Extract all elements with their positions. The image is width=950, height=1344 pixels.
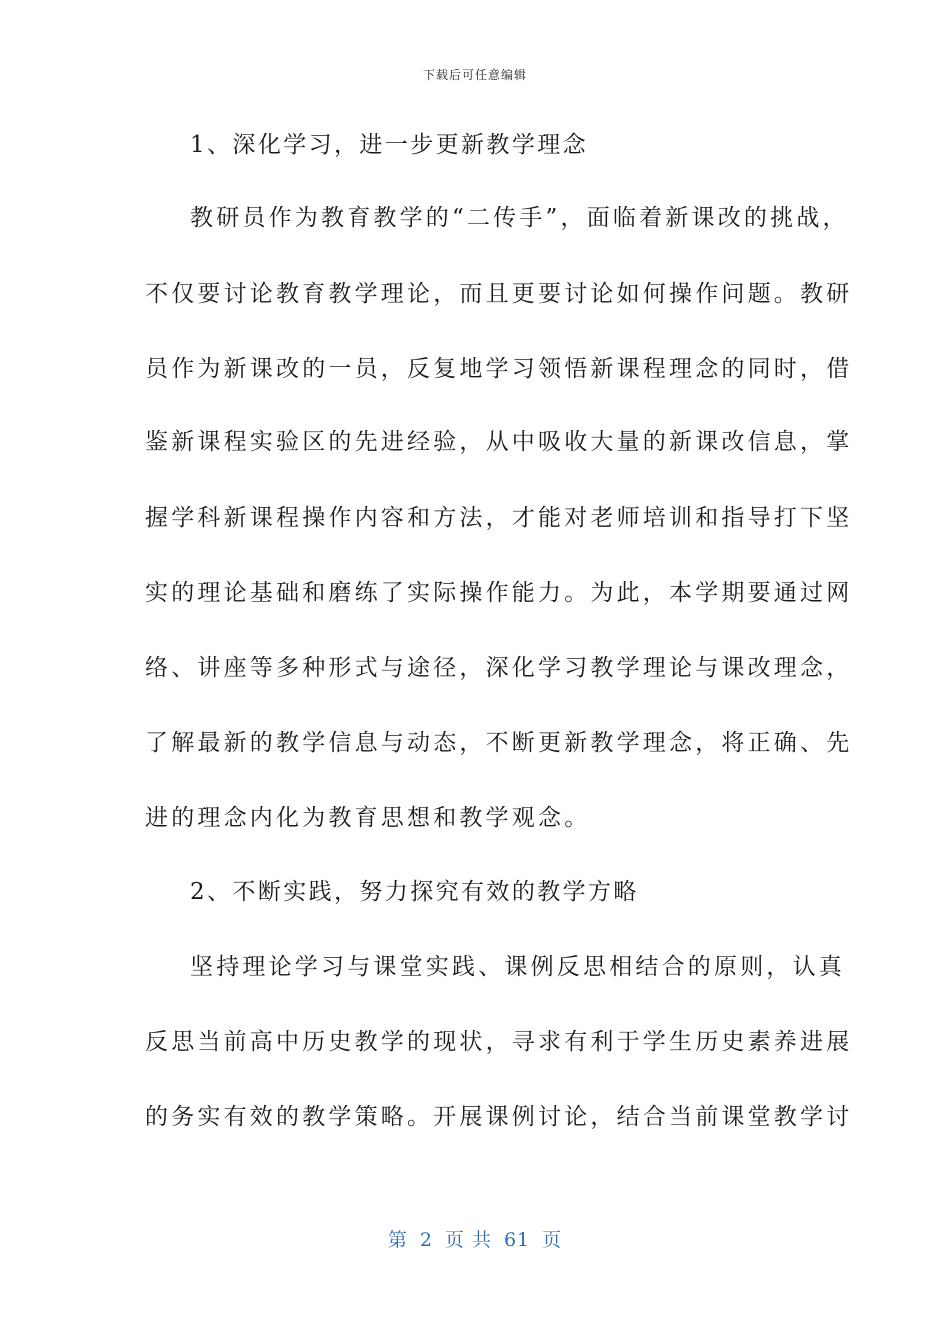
paragraph-line: 反思当前高中历史教学的现状，寻求有利于学生历史素养进展: [145, 1029, 853, 1055]
paragraph-line: 鉴新课程实验区的先进经验，从中吸收大量的新课改信息，掌: [145, 429, 853, 455]
section-1-heading: 1、深化学习，进一步更新教学理念: [190, 132, 589, 158]
paragraph-line: 进的理念内化为教育思想和教学观念。: [145, 805, 591, 831]
paragraph-line: 教研员作为教育教学的“二传手”，面临着新课改的挑战，: [190, 205, 849, 231]
paragraph-line: 握学科新课程操作内容和方法，才能对老师培训和指导打下坚: [145, 505, 853, 531]
paragraph-line: 了解最新的教学信息与动态，不断更新教学理念，将正确、先: [145, 730, 853, 756]
paragraph-line: 坚持理论学习与课堂实践、课例反思相结合的原则，认真: [190, 954, 845, 980]
footer-suffix: 页: [542, 1229, 563, 1251]
page-header: 下载后可任意编辑: [422, 68, 527, 82]
paragraph-line: 不仅要讨论教育教学理论，而且更要讨论如何操作问题。教研: [145, 281, 853, 307]
paragraph-line: 员作为新课改的一员，反复地学习领悟新课程理念的同时，借: [145, 356, 853, 382]
footer-total-pages: 61: [503, 1229, 531, 1251]
paragraph-line: 的务实有效的教学策略。开展课例讨论，结合当前课堂教学讨: [145, 1104, 853, 1130]
footer-page-number: 2: [419, 1229, 433, 1251]
section-2-heading: 2、不断实践，努力探究有效的教学方略: [190, 879, 639, 905]
footer-middle: 页 共: [444, 1229, 492, 1251]
footer-prefix: 第: [387, 1229, 408, 1251]
paragraph-line: 实的理论基础和磨练了实际操作能力。为此，本学期要通过网: [145, 580, 853, 606]
paragraph-line: 络、讲座等多种形式与途径，深化学习教学理论与课改理念，: [145, 655, 853, 681]
page-footer: [0, 1225, 950, 1252]
